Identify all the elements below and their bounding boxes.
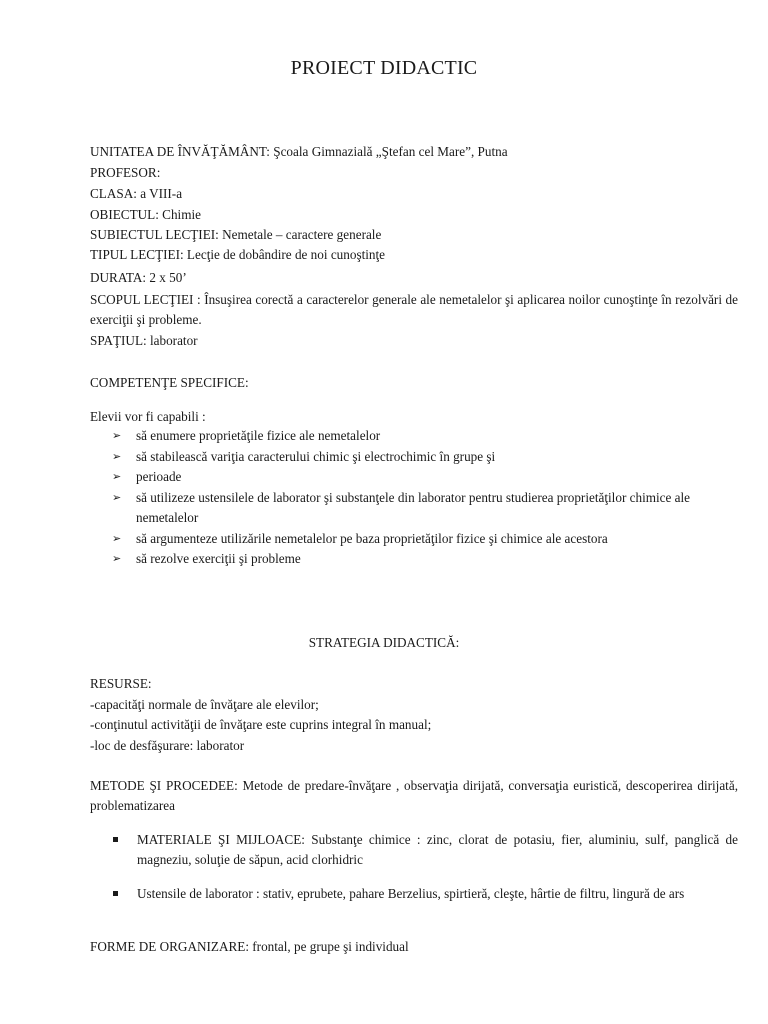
arrow-bullet-icon: ➢ — [112, 450, 122, 463]
lesson-space: SPAŢIUL: laborator — [90, 333, 198, 348]
arrow-bullet-icon: ➢ — [112, 491, 122, 504]
arrow-bullet-icon: ➢ — [112, 430, 122, 442]
header-class: CLASA: a VIII-a — [90, 186, 183, 201]
tools-item: Ustensile de laborator : stativ, eprubete, pahare Berzelius, spirtieră, cleşte, hârtie de filtru, lingură de ars — [113, 884, 738, 904]
header-teacher: PROFESOR: — [90, 165, 161, 180]
square-bullet-icon — [113, 837, 118, 842]
arrow-bullet-icon: ➢ — [112, 532, 122, 545]
lesson-scope: SCOPUL LECŢIEI : Însuşirea corectă a caracterelor generale ale nemetalelor şi aplicarea noilor cunoştinţe în rezolvări de exerciţii şi probleme. — [90, 292, 738, 327]
competences-heading: COMPETENŢE SPECIFICE: — [90, 375, 249, 390]
header-school: UNITATEA DE ÎNVĂŢĂMÂNT: Şcoala Gimnazială „Ştefan cel Mare”, Putna — [90, 144, 508, 159]
header-subject: OBIECTUL: Chimie — [90, 207, 201, 222]
arrow-bullet-icon: ➢ — [112, 553, 122, 565]
strategy-heading: STRATEGIA DIDACTICĂ: — [308, 635, 460, 650]
resources-heading: RESURSE: — [90, 676, 152, 691]
competences-intro: Elevii vor fi capabili : — [90, 409, 206, 424]
methods-paragraph: METODE ŞI PROCEDEE: Metode de predare-învăţare , observaţia dirijată, conversaţia euristică, descoperirea dirijată, problematizarea — [90, 778, 738, 813]
resource-item: -loc de desfăşurare: laborator — [90, 738, 245, 753]
list-item: ➢ să stabilească variţia caracterului chimic şi electrochimic în grupe şi — [112, 447, 712, 468]
list-item: ➢ să rezolve exerciţii şi probleme — [112, 549, 712, 570]
header-lesson-topic: SUBIECTUL LECŢIEI: Nemetale – caractere generale — [90, 227, 382, 242]
list-item: ➢ să argumenteze utilizările nemetalelor pe baza proprietăţilor fizice şi chimice ale acestora — [112, 529, 712, 550]
list-item: ➢ perioade — [112, 467, 712, 488]
resource-item: -conţinutul activităţii de învăţare este cuprins integral în manual; — [90, 717, 432, 732]
list-item: ➢ să utilizeze ustensilele de laborator şi substanţele din laborator pentru studierea proprietăţilor chimice ale nemetalelor — [112, 489, 691, 525]
document-title: PROIECT DIDACTIC — [290, 57, 478, 79]
materials-item: MATERIALE ŞI MIJLOACE: Substanţe chimice : zinc, clorat de potasiu, fier, aluminiu, sulf, panglică de magneziu, soluţie de săpun, acid clorhidric — [113, 830, 738, 870]
header-duration: DURATA: 2 x 50’ — [90, 270, 187, 285]
competences-list — [112, 426, 712, 570]
square-bullet-icon — [113, 891, 118, 896]
header-lesson-type: TIPUL LECŢIEI: Lecţie de dobândire de noi cunoştinţe — [90, 247, 386, 262]
list-item: ➢ să enumere proprietăţile fizice ale nemetalelor — [112, 426, 712, 447]
organization-forms: FORME DE ORGANIZARE: frontal, pe grupe şi individual — [90, 939, 409, 954]
arrow-bullet-icon: ➢ — [112, 471, 122, 483]
resource-item: -capacităţi normale de învăţare ale elevilor; — [90, 697, 319, 712]
